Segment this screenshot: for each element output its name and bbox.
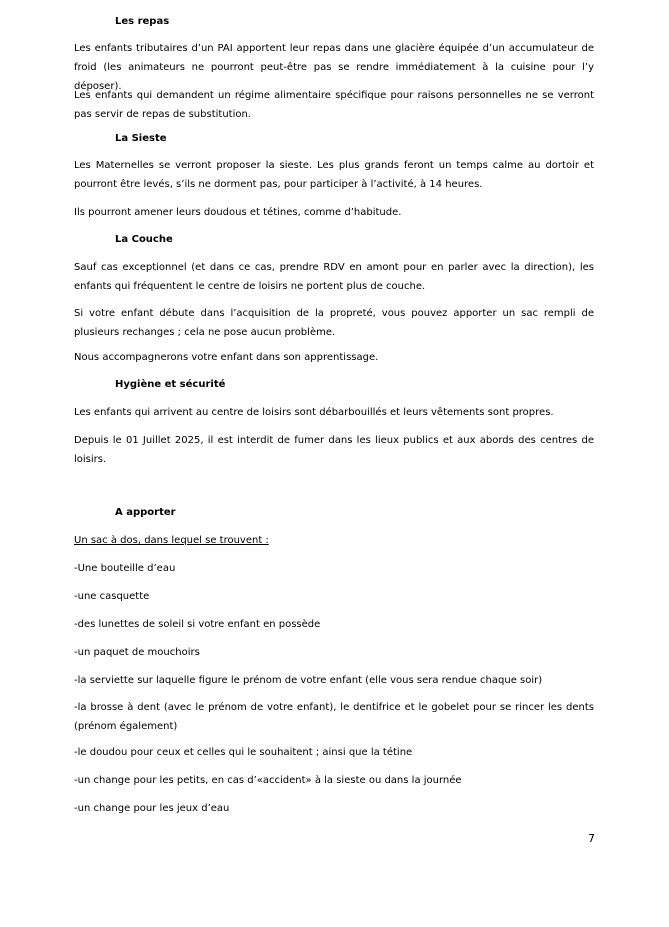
- paragraph-hygiene-tabac: Depuis le 01 Juillet 2025, il est interdit de fumer dans les lieux publics et aux abords des centres de loisirs.: [74, 435, 594, 465]
- heading-couche: La Couche: [115, 234, 173, 245]
- list-item: -Une bouteille d’eau: [74, 563, 176, 574]
- paragraph-repas-pai: Les enfants tributaires d’un PAI apportent leur repas dans une glacière équipée d’un accumulateur de froid (les animateurs ne pourront peut-être pas se rendre immédiatement à la cuisine pour l’y déposer).: [74, 43, 594, 92]
- list-item: -un paquet de mouchoirs: [74, 647, 200, 658]
- list-item: -des lunettes de soleil si votre enfant en possède: [74, 619, 321, 630]
- paragraph-hygiene-proprete: Les enfants qui arrivent au centre de loisirs sont débarbouillés et leurs vêtements sont propres.: [74, 407, 554, 418]
- list-item: -le doudou pour ceux et celles qui le souhaitent ; ainsi que la tétine: [74, 747, 413, 758]
- heading-repas: Les repas: [115, 16, 170, 27]
- paragraph-couche-exception: Sauf cas exceptionnel (et dans ce cas, prendre RDV en amont pour en parler avec la direction), les enfants qui fréquentent le centre de loisirs ne portent plus de couche.: [74, 262, 594, 292]
- heading-sieste: La Sieste: [115, 133, 167, 144]
- page-number: 7: [588, 832, 595, 845]
- list-item: -une casquette: [74, 591, 150, 602]
- list-item: -la brosse à dent (avec le prénom de votre enfant), le dentifrice et le gobelet pour se rincer les dents (prénom également): [74, 702, 594, 732]
- paragraph-sieste-maternelles: Les Maternelles se verront proposer la sieste. Les plus grands feront un temps calme au dortoir et pourront être levés, s’ils ne dorment pas, pour participer à l’activité, à 14 heures.: [74, 160, 594, 190]
- paragraph-sieste-doudous: Ils pourront amener leurs doudous et tétines, comme d’habitude.: [74, 207, 402, 218]
- list-item: -la serviette sur laquelle figure le prénom de votre enfant (elle vous sera rendue chaque soir): [74, 675, 543, 686]
- list-item: -un change pour les petits, en cas d’«accident» à la sieste ou dans la journée: [74, 775, 462, 786]
- list-item: -un change pour les jeux d’eau: [74, 803, 230, 814]
- paragraph-repas-regime: Les enfants qui demandent un régime alimentaire spécifique pour raisons personnelles ne se verront pas servir de repas de substitution.: [74, 90, 594, 120]
- paragraph-couche-accompagnement: Nous accompagnerons votre enfant dans son apprentissage.: [74, 352, 379, 363]
- heading-hygiene: Hygiène et sécurité: [115, 379, 226, 390]
- list-intro: Un sac à dos, dans lequel se trouvent :: [74, 535, 269, 546]
- heading-apporter: A apporter: [115, 507, 176, 518]
- paragraph-couche-proprete: Si votre enfant débute dans l’acquisition de la propreté, vous pouvez apporter un sac rempli de plusieurs rechanges ; cela ne pose aucun problème.: [74, 308, 594, 338]
